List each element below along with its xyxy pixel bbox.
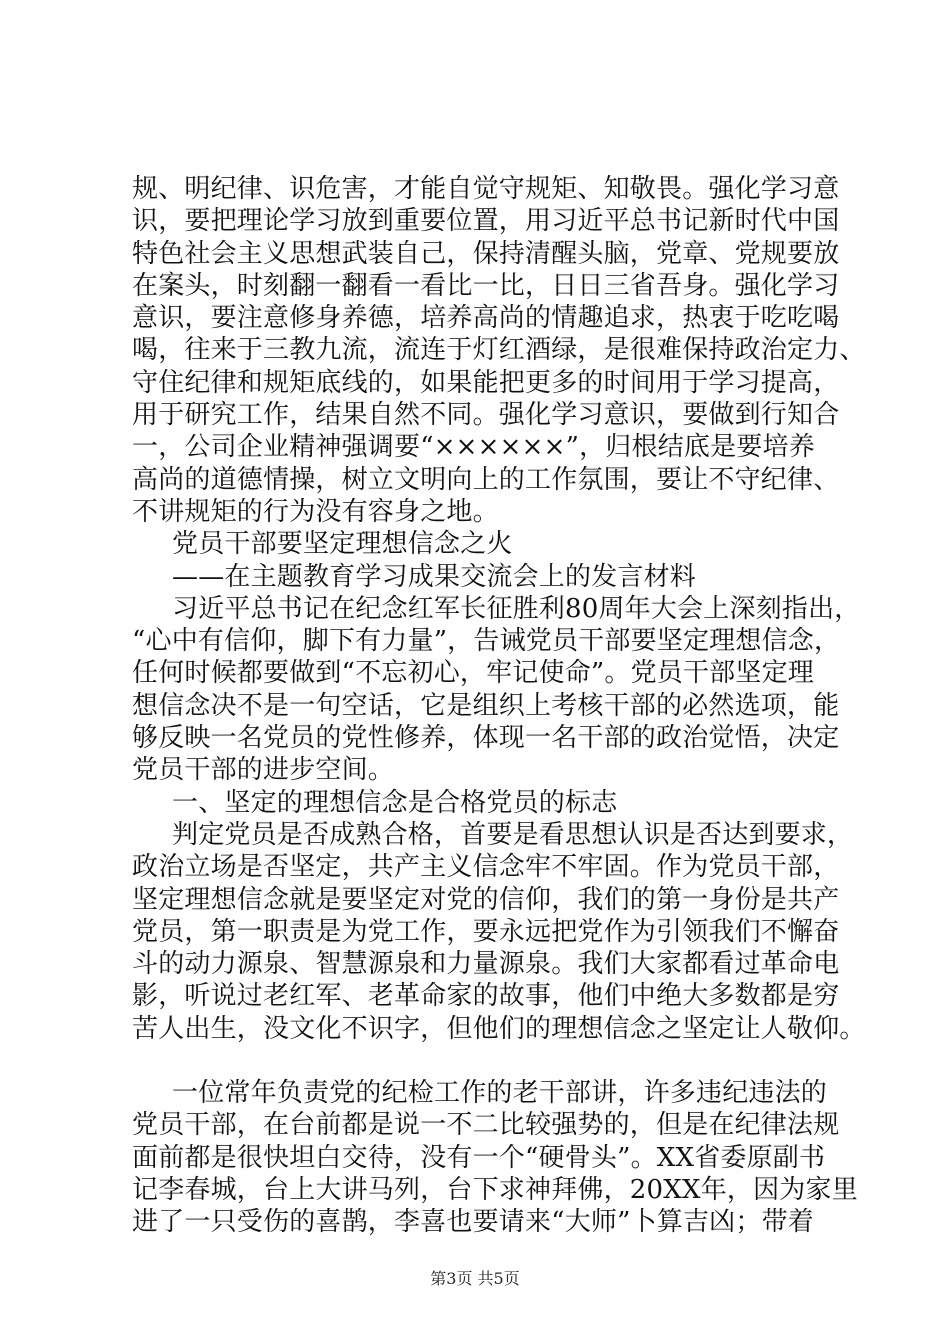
paragraph-1 <box>132 173 866 528</box>
paragraph-2 <box>132 593 861 787</box>
document-title: 党员干部要坚定理想信念之火 <box>172 529 513 560</box>
section-heading: 一、坚定的理想信念是合格党员的标志 <box>172 787 618 818</box>
text-line: 党员，第一职责是为党工作，要永远把党作为引领我们不懈奋 <box>132 916 840 947</box>
text-line: 不讲规矩的行为没有容身之地。 <box>132 496 499 527</box>
text-line: 斗的动力源泉、智慧源泉和力量源泉。我们大家都看过革命电 <box>132 949 840 980</box>
text-line: 一，公司企业精神强调要“××××××”，归根结底是要培养 <box>132 432 815 463</box>
text-line: 苦人出生，没文化不识字，但他们的理想信念之坚定让人敬仰。 <box>132 1013 866 1044</box>
paragraph-4 <box>132 1077 858 1238</box>
document-body <box>132 173 866 1239</box>
text-line: 面前都是很快坦白交待，没有一个“硬骨头”。XX省委原副书 <box>132 1142 826 1173</box>
text-line: 判定党员是否成熟合格，首要是看思想认识是否达到要求， <box>172 819 854 850</box>
text-line: 高尚的道德情操，树立文明向上的工作氛围，要让不守纪律、 <box>132 464 840 495</box>
text-line: 特色社会主义思想武装自己，保持清醒头脑，党章、党规要放 <box>132 238 840 269</box>
text-line: 习近平总书记在纪念红军长征胜利80周年大会上深刻指出， <box>172 593 861 624</box>
text-line: 坚定理想信念就是要坚定对党的信仰，我们的第一身份是共产 <box>132 884 840 915</box>
text-line: 进了一只受伤的喜鹊，李喜也要请来“大师”卜算吉凶；带着 <box>132 1207 814 1238</box>
text-line: 党员干部的进步空间。 <box>132 755 395 786</box>
text-line: 守住纪律和规矩底线的，如果能把更多的时间用于学习提高， <box>132 367 840 398</box>
text-line: 影，听说过老红军、老革命家的故事，他们中绝大多数都是穷 <box>132 981 840 1012</box>
text-line: 党员干部，在台前都是说一不二比较强势的，但是在纪律法规 <box>132 1110 840 1141</box>
text-line: 政治立场是否坚定，共产主义信念牢不牢固。作为党员干部， <box>132 852 840 883</box>
page-number: 第3页 共5页 <box>430 1269 520 1288</box>
text-line: 够反映一名党员的党性修养，体现一名干部的政治觉悟，决定 <box>132 723 840 754</box>
text-line: 在案头，时刻翻一翻看一看比一比，日日三省吾身。强化学习 <box>132 270 840 301</box>
text-line: 一位常年负责党的纪检工作的老干部讲，许多违纪违法的 <box>172 1078 828 1109</box>
text-line: 任何时候都要做到“不忘初心，牢记使命”。党员干部坚定理 <box>132 658 814 689</box>
text-line: 意识，要注意修身养德，培养高尚的情趣追求，热衷于吃吃喝 <box>132 303 840 334</box>
text-line: 识，要把理论学习放到重要位置，用习近平总书记新时代中国 <box>132 206 840 237</box>
paragraph-3 <box>132 819 866 1045</box>
document-subtitle: ——在主题教育学习成果交流会上的发言材料 <box>172 561 697 592</box>
text-line: 记李春城，台上大讲马列，台下求神拜佛，20XX年，因为家里 <box>132 1174 858 1205</box>
text-line: 喝，往来于三教九流，流连于灯红酒绿，是很难保持政治定力、 <box>132 335 866 366</box>
text-line: 用于研究工作，结果自然不同。强化学习意识，要做到行知合 <box>132 400 840 431</box>
text-line: 规、明纪律、识危害，才能自觉守规矩、知敬畏。强化学习意 <box>132 174 840 204</box>
paragraph-spacer <box>132 1045 852 1077</box>
text-line: 想信念决不是一句空话，它是组织上考核干部的必然选项，能 <box>132 690 840 721</box>
text-line: “心中有信仰，脚下有力量”，告诫党员干部要坚定理想信念， <box>132 626 841 657</box>
